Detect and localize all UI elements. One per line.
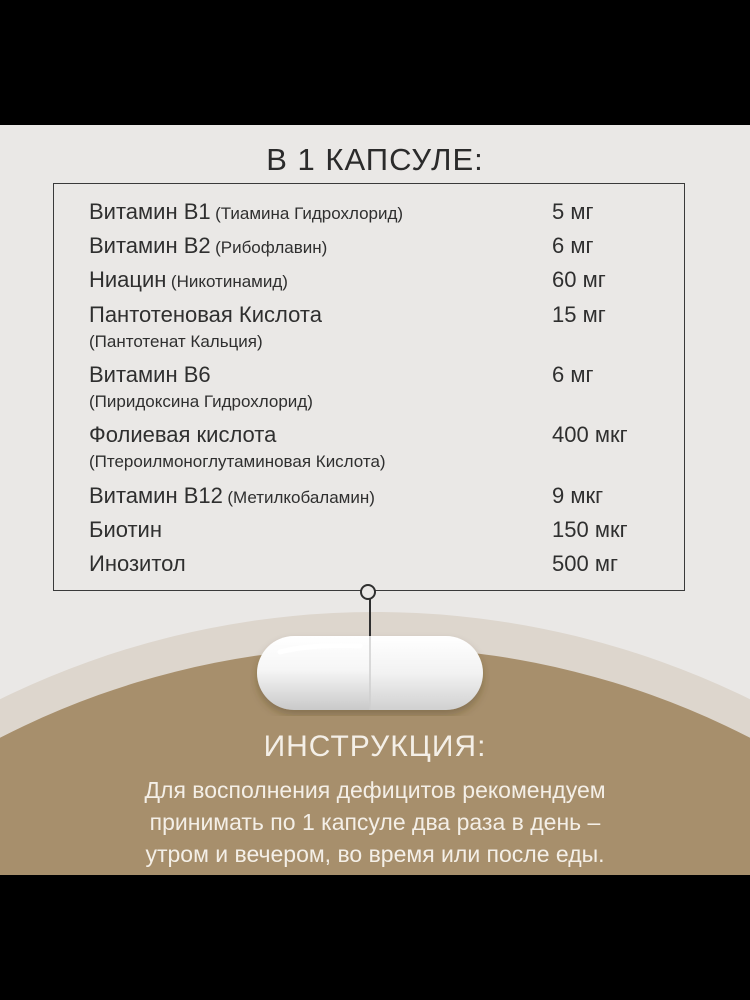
ingredient-detail: (Метилкобаламин) bbox=[227, 488, 375, 507]
ingredient-detail: (Пиридоксина Гидрохлорид) bbox=[89, 392, 313, 411]
ingredient-row bbox=[89, 420, 674, 474]
ingredient-row bbox=[89, 300, 674, 354]
ingredient-row bbox=[89, 231, 674, 261]
ingredient-amount: 60 мг bbox=[552, 267, 606, 292]
ingredient-amount: 6 мг bbox=[552, 233, 594, 258]
ingredient-amount: 15 мг bbox=[552, 302, 606, 327]
ingredient-amount: 150 мкг bbox=[552, 517, 628, 542]
ingredient-row bbox=[89, 265, 674, 295]
ingredient-name: Витамин B2 bbox=[89, 233, 211, 258]
ingredient-amount: 5 мг bbox=[552, 199, 594, 224]
ingredient-detail: (Птероилмоноглутаминовая Кислота) bbox=[89, 452, 386, 471]
instructions-title: ИНСТРУКЦИЯ: bbox=[263, 730, 487, 763]
ingredient-name: Витамин B6 bbox=[89, 362, 211, 387]
ingredient-name: Инозитол bbox=[89, 551, 186, 576]
ingredient-amount: 9 мкг bbox=[552, 483, 604, 508]
ingredient-name: Фолиевая кислота bbox=[89, 422, 277, 447]
connector-dot bbox=[360, 584, 376, 600]
ingredient-row bbox=[89, 515, 674, 545]
ingredient-name: Витамин B1 bbox=[89, 199, 211, 224]
composition-table bbox=[53, 183, 685, 591]
ingredient-amount: 500 мг bbox=[552, 551, 618, 576]
ingredient-amount: 6 мг bbox=[552, 362, 594, 387]
ingredient-name: Пантотеновая Кислота bbox=[89, 302, 322, 327]
ingredient-row bbox=[89, 197, 674, 227]
instructions-line: Для восполнения дефицитов рекомендуем bbox=[144, 777, 606, 803]
ingredient-name: Витамин B12 bbox=[89, 483, 223, 508]
ingredient-detail: (Рибофлавин) bbox=[215, 238, 328, 257]
composition-title: В 1 КАПСУЛЕ: bbox=[266, 142, 484, 177]
ingredient-detail: (Никотинамид) bbox=[170, 272, 288, 291]
ingredient-detail: (Тиамина Гидрохлорид) bbox=[215, 204, 404, 223]
capsule-icon bbox=[250, 630, 490, 716]
instructions-line: принимать по 1 капсуле два раза в день – bbox=[149, 809, 601, 835]
product-card bbox=[0, 125, 750, 875]
instructions-line: утром и вечером, во время или после еды. bbox=[145, 841, 605, 867]
ingredient-row bbox=[89, 360, 674, 414]
ingredient-amount: 400 мкг bbox=[552, 422, 628, 447]
ingredient-name: Биотин bbox=[89, 517, 162, 542]
ingredient-row bbox=[89, 549, 674, 579]
ingredient-name: Ниацин bbox=[89, 267, 167, 292]
ingredient-detail: (Пантотенат Кальция) bbox=[89, 332, 263, 351]
ingredient-row bbox=[89, 481, 674, 511]
